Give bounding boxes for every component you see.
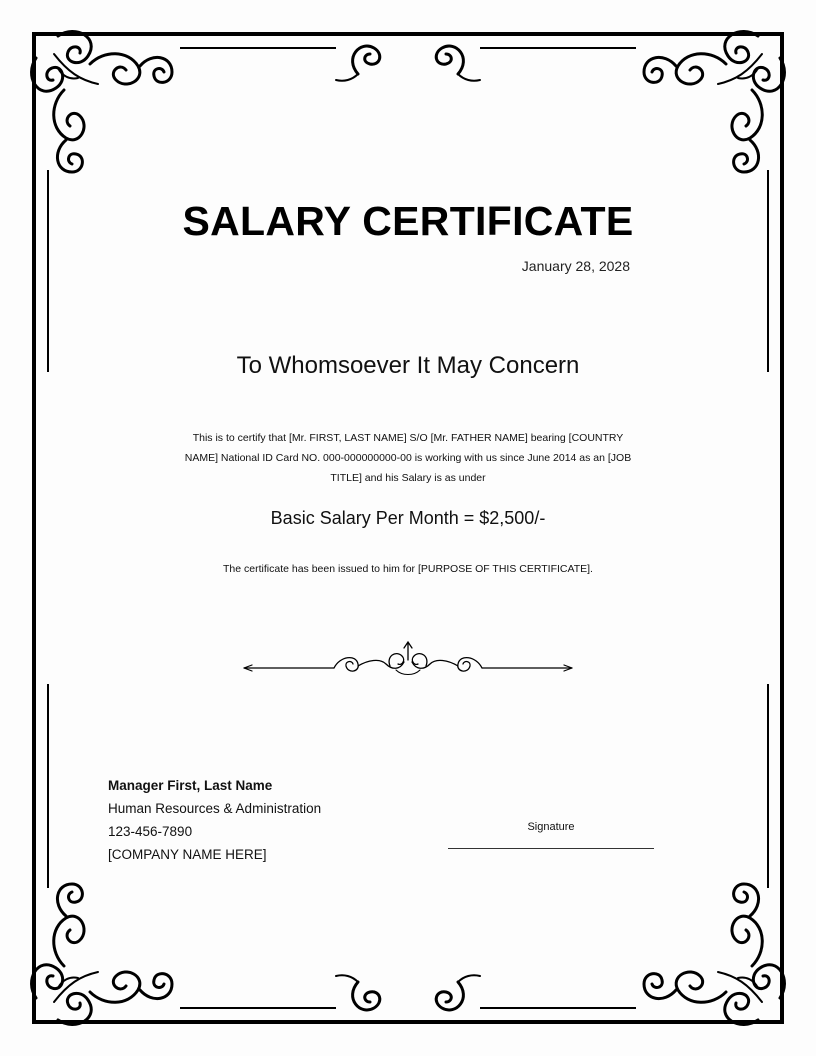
scroll-edge-ornament-icon [436,46,480,81]
body-line: This is to certify that [Mr. FIRST, LAST NAME] S/O [Mr. FATHER NAME] bearing [COUNTRY [192,432,624,444]
company-name: [COMPANY NAME HERE] [108,847,267,862]
swirl-corner-ornament-icon [32,32,172,172]
scroll-edge-ornament-icon [436,975,480,1010]
scroll-edge-ornament-icon [336,975,380,1010]
signatory-details [108,774,321,866]
swirl-corner-ornament-icon [644,32,784,172]
signature-label: Signature [527,821,575,833]
body-line: TITLE] and his Salary is as under [330,472,486,484]
signature-line [448,848,654,849]
scroll-edge-ornament-icon [336,46,380,81]
certificate-date: January 28, 2028 [521,258,630,274]
signatory-department: Human Resources & Administration [108,801,322,816]
certificate-title: SALARY CERTIFICATE [182,198,634,244]
salary-statement: Basic Salary Per Month = $2,500/- [270,508,546,528]
certificate-body [110,428,706,488]
issued-statement: The certificate has been issued to him for [PURPOSE OF THIS CERTIFICATE]. [223,563,593,575]
signatory-phone: 123-456-7890 [108,824,193,839]
salutation: To Whomsoever It May Concern [236,352,580,379]
swirl-corner-ornament-icon [32,884,172,1024]
signatory-name: Manager First, Last Name [108,778,273,793]
swirl-corner-ornament-icon [644,884,784,1024]
body-line: NAME] National ID Card NO. 000-000000000-00 is working with us since June 2014 as an [JOB [184,452,632,464]
flourish-divider-icon [240,636,576,680]
